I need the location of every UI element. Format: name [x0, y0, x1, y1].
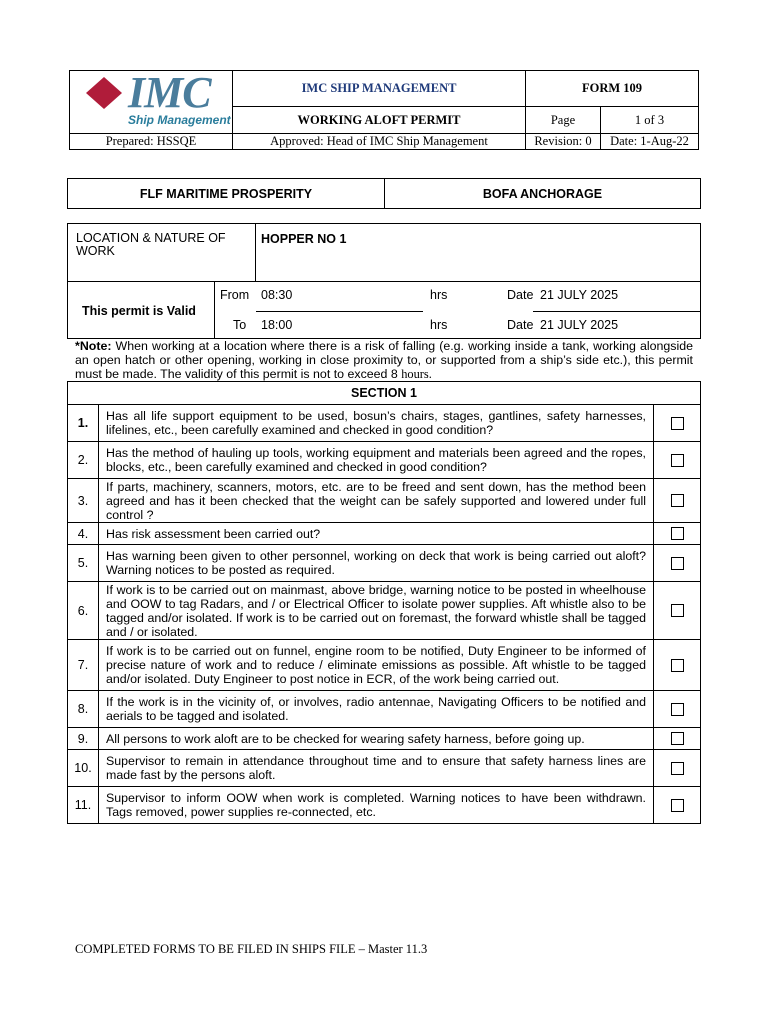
item-checkbox[interactable] [671, 732, 684, 745]
section-title: SECTION 1 [68, 382, 700, 405]
validity-label: This permit is Valid [82, 304, 196, 318]
checklist-row [68, 750, 700, 787]
prepared-by: Prepared: HSSQE [105, 134, 197, 148]
item-number: 3. [68, 479, 99, 522]
item-text [99, 442, 653, 478]
item-checkbox[interactable] [671, 604, 684, 617]
to-date-label: Date [507, 318, 534, 332]
item-checkbox[interactable] [671, 703, 684, 716]
footer-note: COMPLETED FORMS TO BE FILED IN SHIPS FILE – Master 11.3 [75, 942, 428, 956]
vessel-location: BOFA ANCHORAGE [482, 186, 603, 201]
document-title: WORKING ALOFT PERMIT [297, 112, 461, 127]
item-checkbox[interactable] [671, 454, 684, 467]
item-checkbox[interactable] [671, 417, 684, 430]
item-number: 8. [68, 691, 99, 727]
from-time: 08:30 [261, 288, 293, 302]
from-hrs: hrs [430, 288, 448, 302]
from-label: From [220, 288, 250, 302]
item-checkbox-cell [653, 545, 700, 581]
checklist-row [68, 640, 700, 691]
item-number: 6. [68, 582, 99, 639]
item-number: 7. [68, 640, 99, 690]
item-checkbox-cell [653, 750, 700, 786]
item-checkbox[interactable] [671, 762, 684, 775]
item-checkbox-cell [653, 728, 700, 749]
from-date: 21 JULY 2025 [540, 288, 619, 302]
item-text [99, 405, 653, 441]
item-number: 2. [68, 442, 99, 478]
diamond-logo-icon [84, 75, 124, 111]
to-hrs: hrs [430, 318, 448, 332]
falling-risk-note [75, 339, 693, 381]
from-date-label: Date [507, 288, 534, 302]
item-question: Has all life support equipment to be used, bosun’s chairs, stages, gantlines, safety harnesses, lifelines, etc., been carefully examined and checked in good condition? [106, 409, 646, 437]
form-header [69, 70, 699, 150]
item-checkbox-cell [653, 405, 700, 441]
checklist-row [68, 479, 700, 523]
item-number: 10. [68, 750, 99, 786]
item-question: Has risk assessment been carried out? [106, 526, 321, 541]
item-number: 1. [68, 405, 99, 441]
item-question: If work is to be carried out on mainmast, above bridge, warning notice to be posted in wheelhouse and OOW to tag Radars, and / or Electrical Officer to isolate power supplies. Aft whistle also to be tagged and/or isolated. If work is to be carried out on foremast, the forward whistle shall be tagged and / or isolated. [106, 582, 646, 639]
item-text [99, 640, 653, 690]
approved-by: Approved: Head of IMC Ship Management [270, 134, 488, 148]
item-question: Supervisor to remain in attendance throughout time and to ensure that safety harness lines are made fast by the persons aloft. [106, 754, 646, 782]
logo-subtitle: Ship Management [128, 113, 231, 127]
note-text: When working at a location where there is a risk of falling (e.g. working inside a tank, working alongside an open hatch or other opening, working in close proximity to, or supported from a ship’s side etc.), this permit must be made. The validity of this permit is not to exceed 8 [75, 339, 693, 381]
item-checkbox-cell [653, 640, 700, 690]
item-text [99, 545, 653, 581]
location-value: HOPPER NO 1 [261, 232, 347, 246]
logo-text: IMC [128, 68, 211, 117]
item-checkbox[interactable] [671, 557, 684, 570]
company-logo [70, 68, 232, 133]
item-text [99, 582, 653, 639]
note-label: *Note: [75, 339, 112, 353]
page-label: Page [550, 112, 576, 127]
item-checkbox-cell [653, 523, 700, 544]
item-number: 5. [68, 545, 99, 581]
issue-date: Date: 1-Aug-22 [610, 134, 689, 148]
item-checkbox[interactable] [671, 799, 684, 812]
checklist-row [68, 582, 700, 640]
checklist [68, 405, 700, 823]
to-label: To [233, 318, 247, 332]
to-time: 18:00 [261, 318, 293, 332]
item-question: If parts, machinery, scanners, motors, etc. are to be freed and sent down, has the method been agreed and has it been checked that the weight can be safely supported and lowered under full control ? [106, 479, 646, 522]
item-text [99, 691, 653, 727]
item-checkbox-cell [653, 787, 700, 823]
checklist-row [68, 545, 700, 582]
revision: Revision: 0 [534, 134, 592, 148]
item-number: 11. [68, 787, 99, 823]
item-text [99, 787, 653, 823]
item-text [99, 523, 653, 544]
checklist-row [68, 728, 700, 750]
item-text [99, 728, 653, 749]
page-number: 1 of 3 [634, 112, 665, 127]
item-checkbox-cell [653, 442, 700, 478]
item-question: Has warning been given to other personnel, working on deck that work is being carried out aloft? Warning notices to be posted as required. [106, 549, 646, 577]
item-text [99, 750, 653, 786]
section-1-table [67, 381, 701, 824]
item-number: 9. [68, 728, 99, 749]
item-checkbox[interactable] [671, 659, 684, 672]
item-checkbox[interactable] [671, 494, 684, 507]
item-text [99, 479, 653, 522]
work-details-table [67, 223, 701, 339]
to-date: 21 JULY 2025 [540, 318, 619, 332]
item-question: Has the method of hauling up tools, working equipment and materials been agreed and the ropes, blocks, etc., been carefully examined and checked in good condition? [106, 446, 646, 474]
checklist-row [68, 405, 700, 442]
vessel-table [67, 178, 701, 209]
item-question: Supervisor to inform OOW when work is completed. Warning notices to have been withdrawn. Tags removed, power supplies re-connected, etc. [106, 791, 646, 819]
item-question: If the work is in the vicinity of, or involves, radio antennae, Navigating Officers to be notified and aerials to be tagged and isolated. [106, 695, 646, 723]
note-tail: hours. [401, 367, 432, 381]
item-checkbox-cell [653, 479, 700, 522]
vessel-name: FLF MARITIME PROSPERITY [139, 186, 313, 201]
checklist-row [68, 523, 700, 545]
checklist-row [68, 691, 700, 728]
item-question: If work is to be carried out on funnel, engine room to be notified, Duty Engineer to be informed of precise nature of work and to reduce / eliminate emissions as possible. Aft whistle to be tagged and/or isolated. Duty Engineer to post notice in ECR, of the work being carried out. [106, 644, 646, 686]
item-checkbox-cell [653, 582, 700, 639]
item-number: 4. [68, 523, 99, 544]
checklist-row [68, 787, 700, 823]
location-label: LOCATION & NATURE OF WORK [76, 231, 226, 258]
form-number: FORM 109 [581, 81, 643, 95]
item-checkbox[interactable] [671, 527, 684, 540]
checklist-row [68, 442, 700, 479]
company-name: IMC SHIP MANAGEMENT [301, 81, 457, 95]
item-question: All persons to work aloft are to be checked for wearing safety harness, before going up. [106, 731, 585, 746]
item-checkbox-cell [653, 691, 700, 727]
